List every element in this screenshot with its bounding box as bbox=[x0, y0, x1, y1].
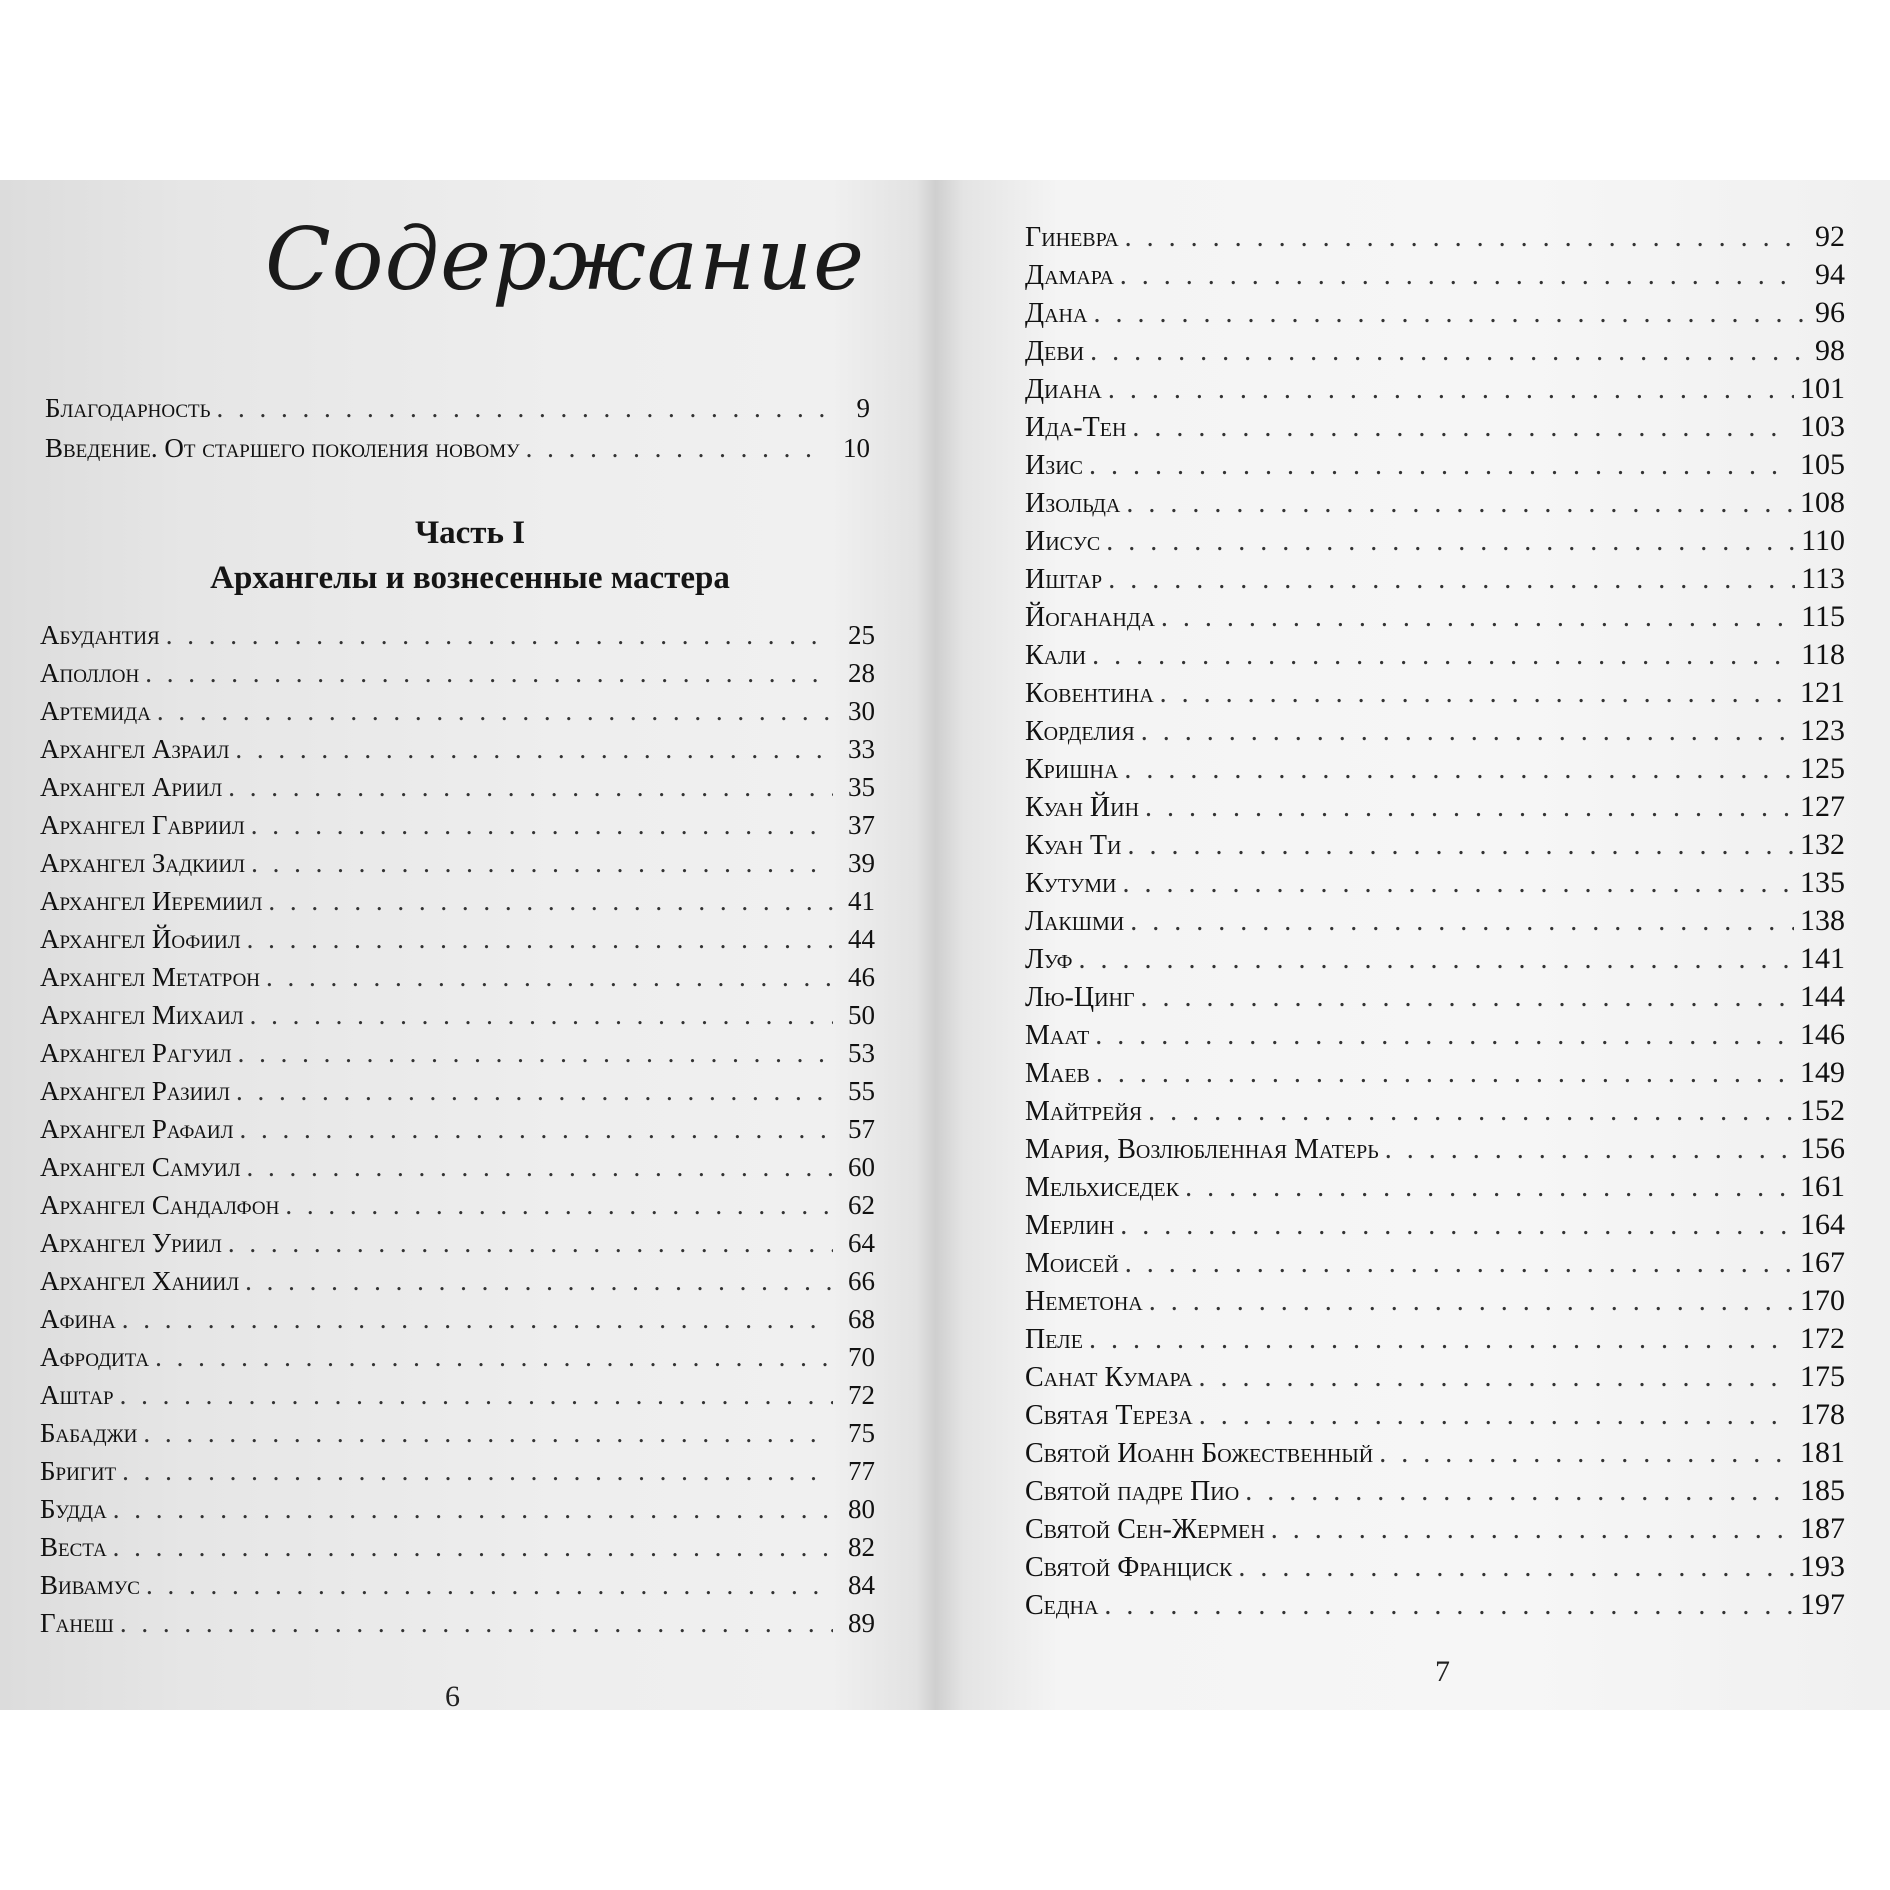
toc-entry-title: Корделия bbox=[1025, 716, 1135, 747]
dot-leader bbox=[228, 1228, 833, 1259]
dot-leader bbox=[1199, 1362, 1794, 1394]
toc-entry-page: 123 bbox=[1800, 714, 1845, 747]
toc-entry-page: 101 bbox=[1800, 372, 1845, 405]
toc-entry bbox=[40, 772, 875, 810]
toc-entry-title: Архангел Ариил bbox=[40, 772, 223, 802]
toc-entry-title: Вивамус bbox=[40, 1570, 140, 1600]
toc-entry-page: 113 bbox=[1801, 562, 1845, 595]
toc-entry bbox=[1025, 600, 1845, 638]
toc-entry-title: Архангел Задкиил bbox=[40, 848, 246, 878]
dot-leader bbox=[122, 1456, 833, 1487]
contents-heading: Содержание bbox=[265, 210, 865, 310]
toc-entry-page: 70 bbox=[848, 1342, 875, 1372]
toc-entry-page: 103 bbox=[1800, 410, 1845, 443]
toc-entry-page: 9 bbox=[856, 393, 870, 423]
dot-leader bbox=[1127, 830, 1794, 862]
toc-entry bbox=[40, 1570, 875, 1608]
toc-entry-page: 121 bbox=[1800, 676, 1845, 709]
toc-entry-title: Санат Кумара bbox=[1025, 1362, 1193, 1393]
toc-entry-title: Архангел Самуил bbox=[40, 1152, 241, 1182]
toc-entry-title: Абудантия bbox=[40, 620, 160, 650]
toc-entry bbox=[1025, 562, 1845, 600]
toc-entry-page: 57 bbox=[848, 1114, 875, 1144]
toc-entry bbox=[1025, 714, 1845, 752]
toc-entry bbox=[1025, 1436, 1845, 1474]
toc-entry-page: 175 bbox=[1800, 1360, 1845, 1393]
dot-leader bbox=[285, 1190, 833, 1221]
toc-entry bbox=[1025, 980, 1845, 1018]
toc-entry bbox=[40, 1532, 875, 1570]
dot-leader bbox=[1141, 716, 1794, 748]
toc-entry-page: 80 bbox=[848, 1494, 875, 1524]
toc-entry bbox=[40, 1304, 875, 1342]
dot-leader bbox=[143, 1418, 833, 1449]
toc-entry bbox=[40, 1076, 875, 1114]
toc-entry-page: 10 bbox=[843, 433, 870, 463]
toc-entry bbox=[40, 658, 875, 696]
toc-entry-title: Ганеш bbox=[40, 1608, 114, 1638]
dot-leader bbox=[236, 1076, 833, 1107]
toc-entry-page: 28 bbox=[848, 658, 875, 688]
dot-leader bbox=[120, 1380, 833, 1411]
toc-entry-page: 98 bbox=[1815, 334, 1845, 367]
dot-leader bbox=[1238, 1552, 1794, 1584]
dot-leader bbox=[235, 734, 833, 765]
toc-entry-page: 82 bbox=[848, 1532, 875, 1562]
toc-entry-page: 94 bbox=[1815, 258, 1845, 291]
toc-entry-page: 44 bbox=[848, 924, 875, 954]
dot-leader bbox=[1124, 754, 1794, 786]
toc-entry bbox=[1025, 1056, 1845, 1094]
toc-entry-title: Лю-Цинг bbox=[1025, 982, 1135, 1013]
toc-entry-title: Святой падре Пио bbox=[1025, 1476, 1240, 1507]
toc-entry bbox=[1025, 638, 1845, 676]
dot-leader bbox=[145, 658, 833, 689]
toc-entry bbox=[40, 848, 875, 886]
toc-entry-title: Святая Тереза bbox=[1025, 1400, 1193, 1431]
dot-leader bbox=[122, 1304, 833, 1335]
page-number-right: 7 bbox=[1435, 1655, 1450, 1688]
toc-entry-page: 172 bbox=[1800, 1322, 1845, 1355]
toc-entry-title: Седна bbox=[1025, 1590, 1099, 1621]
toc-entry-title: Архангел Ханиил bbox=[40, 1266, 240, 1296]
book-spread bbox=[0, 180, 1890, 1710]
toc-entry bbox=[40, 1190, 875, 1228]
toc-entry bbox=[1025, 372, 1845, 410]
toc-entry-title: Кали bbox=[1025, 640, 1087, 671]
toc-entry-page: 84 bbox=[848, 1570, 875, 1600]
toc-entry-page: 46 bbox=[848, 962, 875, 992]
toc-entry bbox=[1025, 828, 1845, 866]
toc-entry-page: 132 bbox=[1800, 828, 1845, 861]
toc-entry bbox=[1025, 524, 1845, 562]
toc-entry bbox=[1025, 334, 1845, 372]
toc-entry bbox=[1025, 790, 1845, 828]
dot-leader bbox=[155, 1342, 833, 1373]
toc-entry-page: 141 bbox=[1800, 942, 1845, 975]
dot-leader bbox=[268, 886, 833, 917]
dot-leader bbox=[240, 1114, 833, 1145]
toc-entry-page: 62 bbox=[848, 1190, 875, 1220]
toc-entry bbox=[1025, 1018, 1845, 1056]
toc-entry-title: Ковентина bbox=[1025, 678, 1154, 709]
toc-entry-page: 115 bbox=[1801, 600, 1845, 633]
dot-leader bbox=[1120, 260, 1803, 292]
toc-entry-title: Маат bbox=[1025, 1020, 1090, 1051]
toc-entry-title: Архангел Рагуил bbox=[40, 1038, 232, 1068]
toc-entry bbox=[40, 734, 875, 772]
toc-entry-title: Диана bbox=[1025, 374, 1102, 405]
dot-leader bbox=[1122, 868, 1794, 900]
dot-leader bbox=[166, 620, 833, 651]
dot-leader bbox=[1089, 450, 1794, 482]
dot-leader bbox=[1090, 336, 1803, 368]
dot-leader bbox=[1078, 944, 1794, 976]
toc-entry-title: Лакшми bbox=[1025, 906, 1125, 937]
toc-entry bbox=[1025, 448, 1845, 486]
toc-entry bbox=[1025, 1208, 1845, 1246]
toc-entry bbox=[40, 810, 875, 848]
toc-entry-page: 193 bbox=[1800, 1550, 1845, 1583]
toc-entry-title: Пеле bbox=[1025, 1324, 1083, 1355]
toc-entry bbox=[40, 1608, 875, 1646]
dot-leader bbox=[228, 772, 833, 803]
toc-list-left bbox=[40, 620, 875, 1646]
toc-entry-title: Бригит bbox=[40, 1456, 117, 1486]
part-label: Часть I bbox=[414, 515, 526, 551]
toc-entry-title: Дамара bbox=[1025, 260, 1114, 291]
left-page bbox=[0, 180, 920, 1710]
dot-leader bbox=[1120, 1210, 1794, 1242]
dot-leader bbox=[1126, 488, 1794, 520]
toc-entry-title: Неметона bbox=[1025, 1286, 1143, 1317]
toc-entry bbox=[1025, 1360, 1845, 1398]
toc-entry-title: Введение. От старшего поколения новому bbox=[45, 433, 520, 463]
dot-leader bbox=[1125, 222, 1803, 254]
right-page bbox=[940, 180, 1890, 1710]
dot-leader bbox=[251, 848, 833, 879]
toc-entry-title: Аполлон bbox=[40, 658, 140, 688]
toc-entry-page: 55 bbox=[848, 1076, 875, 1106]
part-title: Архангелы и вознесенные мастера bbox=[210, 560, 730, 596]
toc-entry-title: Архангел Иеремиил bbox=[40, 886, 263, 916]
toc-entry bbox=[40, 1380, 875, 1418]
dot-leader bbox=[157, 696, 833, 727]
toc-entry bbox=[40, 924, 875, 962]
toc-entry bbox=[1025, 220, 1845, 258]
toc-entry-page: 53 bbox=[848, 1038, 875, 1068]
toc-entry bbox=[1025, 676, 1845, 714]
toc-entry-title: Кришна bbox=[1025, 754, 1119, 785]
toc-entry-title: Ида-Тен bbox=[1025, 412, 1127, 443]
dot-leader bbox=[113, 1494, 833, 1525]
toc-entry-page: 25 bbox=[848, 620, 875, 650]
toc-entry-title: Бабаджи bbox=[40, 1418, 138, 1448]
toc-entry bbox=[1025, 904, 1845, 942]
toc-entry-page: 164 bbox=[1800, 1208, 1845, 1241]
toc-entry-page: 60 bbox=[848, 1152, 875, 1182]
toc-entry bbox=[40, 1418, 875, 1456]
dot-leader bbox=[1161, 602, 1795, 634]
toc-entry bbox=[40, 886, 875, 924]
toc-entry-page: 105 bbox=[1800, 448, 1845, 481]
dot-leader bbox=[217, 393, 828, 424]
toc-entry-title: Луф bbox=[1025, 944, 1073, 975]
dot-leader bbox=[251, 810, 833, 841]
dot-leader bbox=[1149, 1286, 1794, 1318]
dot-leader bbox=[1379, 1438, 1794, 1470]
toc-entry-title: Иисус bbox=[1025, 526, 1101, 557]
toc-entry bbox=[1025, 1474, 1845, 1512]
toc-entry bbox=[1025, 1588, 1845, 1626]
toc-entry-page: 108 bbox=[1800, 486, 1845, 519]
toc-entry-title: Дана bbox=[1025, 298, 1088, 329]
toc-entry-title: Будда bbox=[40, 1494, 107, 1524]
toc-entry-page: 92 bbox=[1815, 220, 1845, 253]
dot-leader bbox=[247, 924, 833, 955]
toc-entry-page: 110 bbox=[1801, 524, 1845, 557]
dot-leader bbox=[250, 1000, 833, 1031]
toc-entry bbox=[1025, 1170, 1845, 1208]
toc-entry-page: 125 bbox=[1800, 752, 1845, 785]
dot-leader bbox=[1092, 640, 1795, 672]
dot-leader bbox=[1148, 1096, 1794, 1128]
toc-entry-title: Архангел Йофиил bbox=[40, 924, 241, 954]
toc-entry-page: 187 bbox=[1800, 1512, 1845, 1545]
dot-leader bbox=[1160, 678, 1794, 710]
toc-entry-title: Архангел Сандалфон bbox=[40, 1190, 280, 1220]
toc-entry bbox=[1025, 1246, 1845, 1284]
dot-leader bbox=[1104, 1590, 1794, 1622]
toc-entry bbox=[1025, 1512, 1845, 1550]
toc-entry bbox=[40, 1266, 875, 1304]
dot-leader bbox=[1095, 1020, 1794, 1052]
dot-leader bbox=[1089, 1324, 1794, 1356]
toc-entry-title: Афродита bbox=[40, 1342, 150, 1372]
dot-leader bbox=[1145, 792, 1794, 824]
toc-entry-title: Святой Сен-Жермен bbox=[1025, 1514, 1265, 1545]
toc-entry bbox=[1025, 410, 1845, 448]
toc-entry bbox=[1025, 1550, 1845, 1588]
toc-entry bbox=[40, 1494, 875, 1532]
dot-leader bbox=[1130, 906, 1794, 938]
toc-entry-title: Маев bbox=[1025, 1058, 1090, 1089]
toc-entry-page: 64 bbox=[848, 1228, 875, 1258]
toc-entry-title: Моисей bbox=[1025, 1248, 1119, 1279]
dot-leader bbox=[1096, 1058, 1794, 1090]
toc-entry-title: Архангел Рафаил bbox=[40, 1114, 234, 1144]
toc-entry bbox=[40, 696, 875, 734]
toc-entry-page: 96 bbox=[1815, 296, 1845, 329]
toc-entry bbox=[40, 1342, 875, 1380]
dot-leader bbox=[113, 1532, 833, 1563]
toc-entry-title: Архангел Гавриил bbox=[40, 810, 245, 840]
toc-entry bbox=[45, 433, 870, 473]
toc-entry-title: Куан Йин bbox=[1025, 792, 1140, 823]
toc-entry-title: Святой Иоанн Божественный bbox=[1025, 1438, 1374, 1469]
toc-entry bbox=[1025, 1398, 1845, 1436]
toc-entry bbox=[1025, 1132, 1845, 1170]
dot-leader bbox=[1093, 298, 1803, 330]
dot-leader bbox=[245, 1266, 833, 1297]
toc-entry bbox=[1025, 942, 1845, 980]
toc-entry-page: 185 bbox=[1800, 1474, 1845, 1507]
dot-leader bbox=[1141, 982, 1794, 1014]
dot-leader bbox=[146, 1570, 833, 1601]
dot-leader bbox=[1106, 526, 1795, 558]
dot-leader bbox=[1132, 412, 1794, 444]
toc-entry-title: Архангел Уриил bbox=[40, 1228, 222, 1258]
toc-entry bbox=[40, 1000, 875, 1038]
toc-entry bbox=[1025, 1284, 1845, 1322]
toc-entry-page: 161 bbox=[1800, 1170, 1845, 1203]
toc-entry-page: 33 bbox=[848, 734, 875, 764]
dot-leader bbox=[1245, 1476, 1794, 1508]
toc-entry-page: 89 bbox=[848, 1608, 875, 1638]
dot-leader bbox=[1385, 1134, 1794, 1166]
toc-entry-title: Афина bbox=[40, 1304, 116, 1334]
toc-entry bbox=[40, 620, 875, 658]
toc-entry bbox=[1025, 486, 1845, 524]
toc-entry-title: Архангел Метатрон bbox=[40, 962, 261, 992]
dot-leader bbox=[120, 1608, 833, 1639]
toc-entry-page: 39 bbox=[848, 848, 875, 878]
toc-entry bbox=[1025, 752, 1845, 790]
toc-entry bbox=[40, 1038, 875, 1076]
toc-entry bbox=[1025, 296, 1845, 334]
toc-entry-page: 149 bbox=[1800, 1056, 1845, 1089]
toc-entry-page: 118 bbox=[1801, 638, 1845, 671]
toc-entry bbox=[1025, 1094, 1845, 1132]
dot-leader bbox=[1125, 1248, 1794, 1280]
toc-entry-page: 170 bbox=[1800, 1284, 1845, 1317]
toc-entry-title: Архангел Азраил bbox=[40, 734, 230, 764]
toc-entry-page: 152 bbox=[1800, 1094, 1845, 1127]
toc-entry-page: 30 bbox=[848, 696, 875, 726]
toc-entry bbox=[40, 1152, 875, 1190]
dot-leader bbox=[1108, 374, 1794, 406]
toc-entry-title: Аштар bbox=[40, 1380, 114, 1410]
toc-entry-title: Изис bbox=[1025, 450, 1084, 481]
dot-leader bbox=[1271, 1514, 1794, 1546]
toc-entry bbox=[1025, 866, 1845, 904]
toc-entry-page: 77 bbox=[848, 1456, 875, 1486]
dot-leader bbox=[526, 433, 828, 464]
toc-entry bbox=[45, 393, 870, 433]
toc-entry-title: Веста bbox=[40, 1532, 107, 1562]
toc-entry-page: 68 bbox=[848, 1304, 875, 1334]
toc-entry-title: Иштар bbox=[1025, 564, 1103, 595]
dot-leader bbox=[1108, 564, 1795, 596]
toc-entry bbox=[40, 1114, 875, 1152]
toc-entry-title: Артемида bbox=[40, 696, 151, 726]
toc-entry-title: Изольда bbox=[1025, 488, 1121, 519]
toc-entry-title: Деви bbox=[1025, 336, 1085, 367]
toc-entry-page: 181 bbox=[1800, 1436, 1845, 1469]
toc-entry-title: Архангел Разиил bbox=[40, 1076, 230, 1106]
toc-entry-page: 167 bbox=[1800, 1246, 1845, 1279]
toc-entry-page: 50 bbox=[848, 1000, 875, 1030]
dot-leader bbox=[1199, 1400, 1794, 1432]
toc-entry-title: Мельхиседек bbox=[1025, 1172, 1180, 1203]
toc-entry-page: 35 bbox=[848, 772, 875, 802]
toc-entry-title: Гиневра bbox=[1025, 222, 1119, 253]
toc-entry-page: 197 bbox=[1800, 1588, 1845, 1621]
dot-leader bbox=[266, 962, 833, 993]
toc-entry-page: 138 bbox=[1800, 904, 1845, 937]
toc-entry-page: 41 bbox=[848, 886, 875, 916]
toc-entry bbox=[40, 1228, 875, 1266]
toc-entry-page: 144 bbox=[1800, 980, 1845, 1013]
toc-entry-page: 135 bbox=[1800, 866, 1845, 899]
toc-entry bbox=[1025, 258, 1845, 296]
toc-entry-page: 127 bbox=[1800, 790, 1845, 823]
toc-entry-title: Кутуми bbox=[1025, 868, 1117, 899]
toc-entry-page: 75 bbox=[848, 1418, 875, 1448]
toc-entry-title: Архангел Михаил bbox=[40, 1000, 244, 1030]
toc-entry-title: Святой Франциск bbox=[1025, 1552, 1233, 1583]
toc-entry bbox=[1025, 1322, 1845, 1360]
toc-entry-page: 66 bbox=[848, 1266, 875, 1296]
toc-entry-title: Йогананда bbox=[1025, 602, 1155, 633]
front-matter-list bbox=[45, 393, 870, 473]
page-number-left: 6 bbox=[445, 1680, 460, 1710]
toc-entry-title: Мерлин bbox=[1025, 1210, 1115, 1241]
toc-entry-page: 146 bbox=[1800, 1018, 1845, 1051]
dot-leader bbox=[238, 1038, 833, 1069]
toc-list-right bbox=[1025, 220, 1845, 1626]
toc-entry-page: 37 bbox=[848, 810, 875, 840]
toc-entry bbox=[40, 1456, 875, 1494]
toc-entry-page: 156 bbox=[1800, 1132, 1845, 1165]
toc-entry-title: Куан Ти bbox=[1025, 830, 1122, 861]
toc-entry-page: 72 bbox=[848, 1380, 875, 1410]
dot-leader bbox=[247, 1152, 833, 1183]
toc-entry-title: Мария, Возлюбленная Матерь bbox=[1025, 1134, 1379, 1165]
toc-entry-title: Майтрейя bbox=[1025, 1096, 1143, 1127]
toc-entry-title: Благодарность bbox=[45, 393, 211, 423]
dot-leader bbox=[1185, 1172, 1794, 1204]
toc-entry-page: 178 bbox=[1800, 1398, 1845, 1431]
toc-entry bbox=[40, 962, 875, 1000]
